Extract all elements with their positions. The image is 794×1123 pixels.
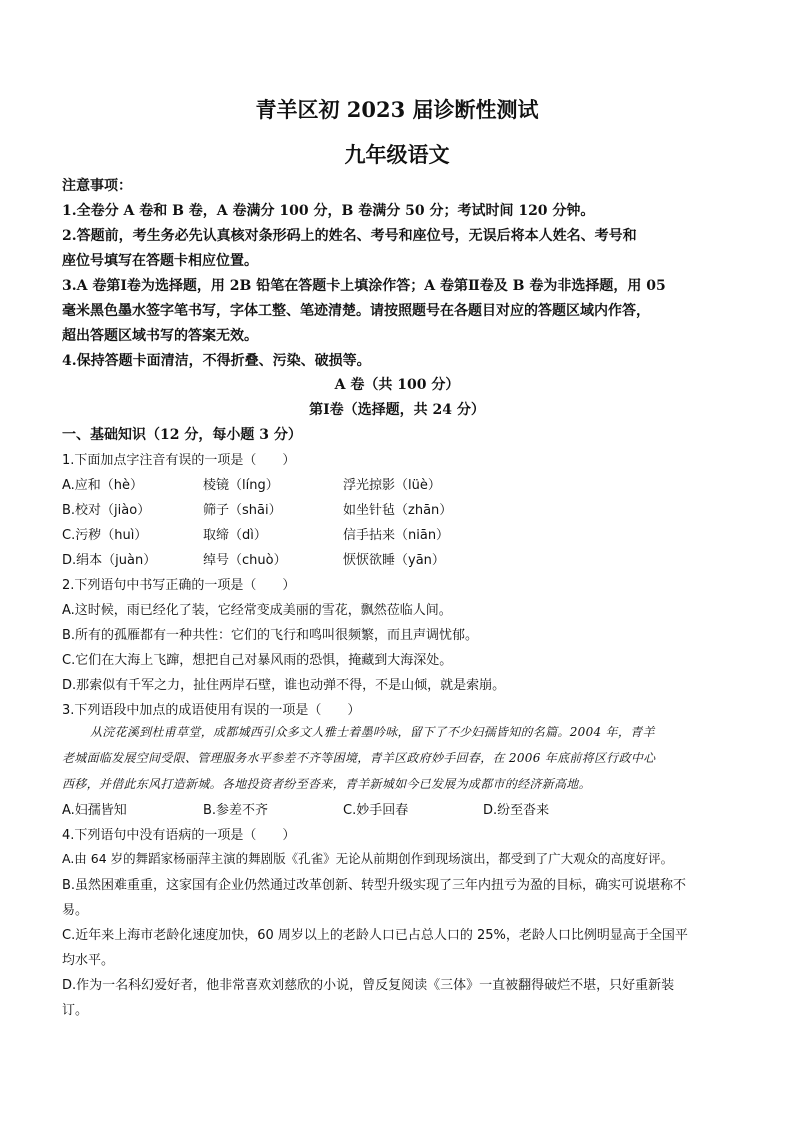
q4-option-d-cont: 订。: [62, 1003, 89, 1018]
q3-passage-line: 老城面临发展空间受限、管理服务水平参差不齐等困境，青羊区政府妙手回春，在 2006 年底前将区行政中心: [62, 751, 656, 765]
notice-line: 1.全卷分 A 卷和 B 卷，A 卷满分 100 分，B 卷满分 50 分；考试时间 120 分钟。: [62, 203, 595, 219]
q2-option-b: B.所有的孤雁都有一种共性：它们的飞行和鸣叫很频繁，而且声调忧郁。: [62, 628, 479, 643]
q4-option-b-cont: 易。: [62, 903, 89, 918]
q4-option-b: B.虽然困难重重，这家国有企业仍然通过改革创新、转型升级实现了三年内扭亏为盈的目标，确实可说堪称不: [62, 878, 687, 893]
q3-option-d: D.纷至沓来: [483, 803, 550, 818]
notice-heading: 注意事项：: [62, 178, 132, 194]
q1-option-a-word2: 棱镜（líng）: [203, 478, 279, 493]
q1-option-d-word3: 恹恹欲睡（yān）: [343, 553, 445, 568]
question-2-stem: 2.下列语句中书写正确的一项是（ ）: [62, 578, 296, 593]
notice-line: 3.A 卷第Ⅰ卷为选择题，用 2B 铅笔在答题卡上填涂作答；A 卷第Ⅱ卷及 B 卷为非选择题，用 05: [62, 278, 666, 294]
q2-option-c: C.它们在大海上飞蹿，想把自己对暴风雨的恐惧，掩藏到大海深处。: [62, 653, 453, 668]
question-4-stem: 4.下列语句中没有语病的一项是（ ）: [62, 828, 296, 843]
q2-option-a: A.这时候，雨已经化了装，它经常变成美丽的雪花，飘然莅临人间。: [62, 603, 452, 618]
q1-option-c-word3: 信手拈来（niān）: [343, 528, 450, 543]
q3-passage-line: 西移，并借此东风打造新城。各地投资者纷至沓来，青羊新城如今已发展为成都市的经济新高地。: [62, 777, 591, 791]
question-1-stem: 1.下面加点字注音有误的一项是（ ）: [62, 453, 296, 468]
notice-line: 毫米黑色墨水签字笔书写，字体工整、笔迹清楚。请按照题号在各题目对应的答题区域内作答，: [62, 303, 650, 319]
subject-title: 九年级语文: [344, 142, 450, 167]
q1-option-a-word1: A.应和（hè）: [62, 478, 144, 493]
q1-option-b-word2: 筛子（shāi）: [203, 503, 282, 518]
q1-option-a-word3: 浮光掠影（lüè）: [343, 478, 441, 493]
q3-option-b: B.参差不齐: [203, 803, 269, 818]
section-a-title: A 卷（共 100 分）: [334, 377, 460, 393]
q3-passage-line: 从浣花溪到杜甫草堂，成都城西引众多文人雅士着墨吟咏，留下了不少妇孺皆知的名篇。2004 年，青羊: [90, 725, 655, 739]
q1-option-d-word2: 绰号（chuò）: [203, 553, 287, 568]
q1-option-b-word1: B.校对（jiào）: [62, 503, 151, 518]
q1-option-b-word3: 如坐针毡（zhān）: [343, 503, 453, 518]
q4-option-c: C.近年来上海市老龄化速度加快，60 周岁以上的老龄人口已占总人口的 25%，老龄人口比例明显高于全国平: [62, 928, 688, 943]
part1-title: 第Ⅰ卷（选择题，共 24 分）: [309, 402, 485, 418]
notice-line: 2.答题前，考生务必先认真核对条形码上的姓名、考号和座位号，无误后将本人姓名、考号和: [62, 228, 637, 244]
notice-line: 4.保持答题卡面清洁，不得折叠、污染、破损等。: [62, 353, 371, 369]
q2-option-d: D.那索似有千军之力，扯住两岸石壁，谁也动弹不得，不是山倾，就是索崩。: [62, 678, 506, 693]
q4-option-c-cont: 均水平。: [62, 953, 115, 968]
section-heading: 一、基础知识（12 分，每小题 3 分）: [62, 427, 302, 443]
q1-option-d-word1: D.绢本（juàn）: [62, 553, 157, 568]
notice-line: 座位号填写在答题卡相应位置。: [62, 253, 258, 269]
q1-option-c-word2: 取缔（dì）: [203, 528, 267, 543]
q4-option-d: D.作为一名科幻爱好者，他非常喜欢刘慈欣的小说，曾反复阅读《三体》一直被翻得破烂不堪，只好重新装: [62, 978, 675, 993]
q1-option-c-word1: C.污秽（huì）: [62, 528, 148, 543]
q3-option-c: C.妙手回春: [343, 803, 409, 818]
question-3-stem: 3.下列语段中加点的成语使用有误的一项是（ ）: [62, 703, 361, 718]
notice-line: 超出答题区域书写的答案无效。: [62, 328, 258, 344]
q3-option-a: A.妇孺皆知: [62, 803, 127, 818]
exam-title: 青羊区初 2023 届诊断性测试: [255, 97, 539, 122]
q4-option-a: A.由 64 岁的舞蹈家杨丽萍主演的舞剧版《孔雀》无论从前期创作到现场演出，都受到了广大观众的高度好评。: [62, 851, 674, 866]
